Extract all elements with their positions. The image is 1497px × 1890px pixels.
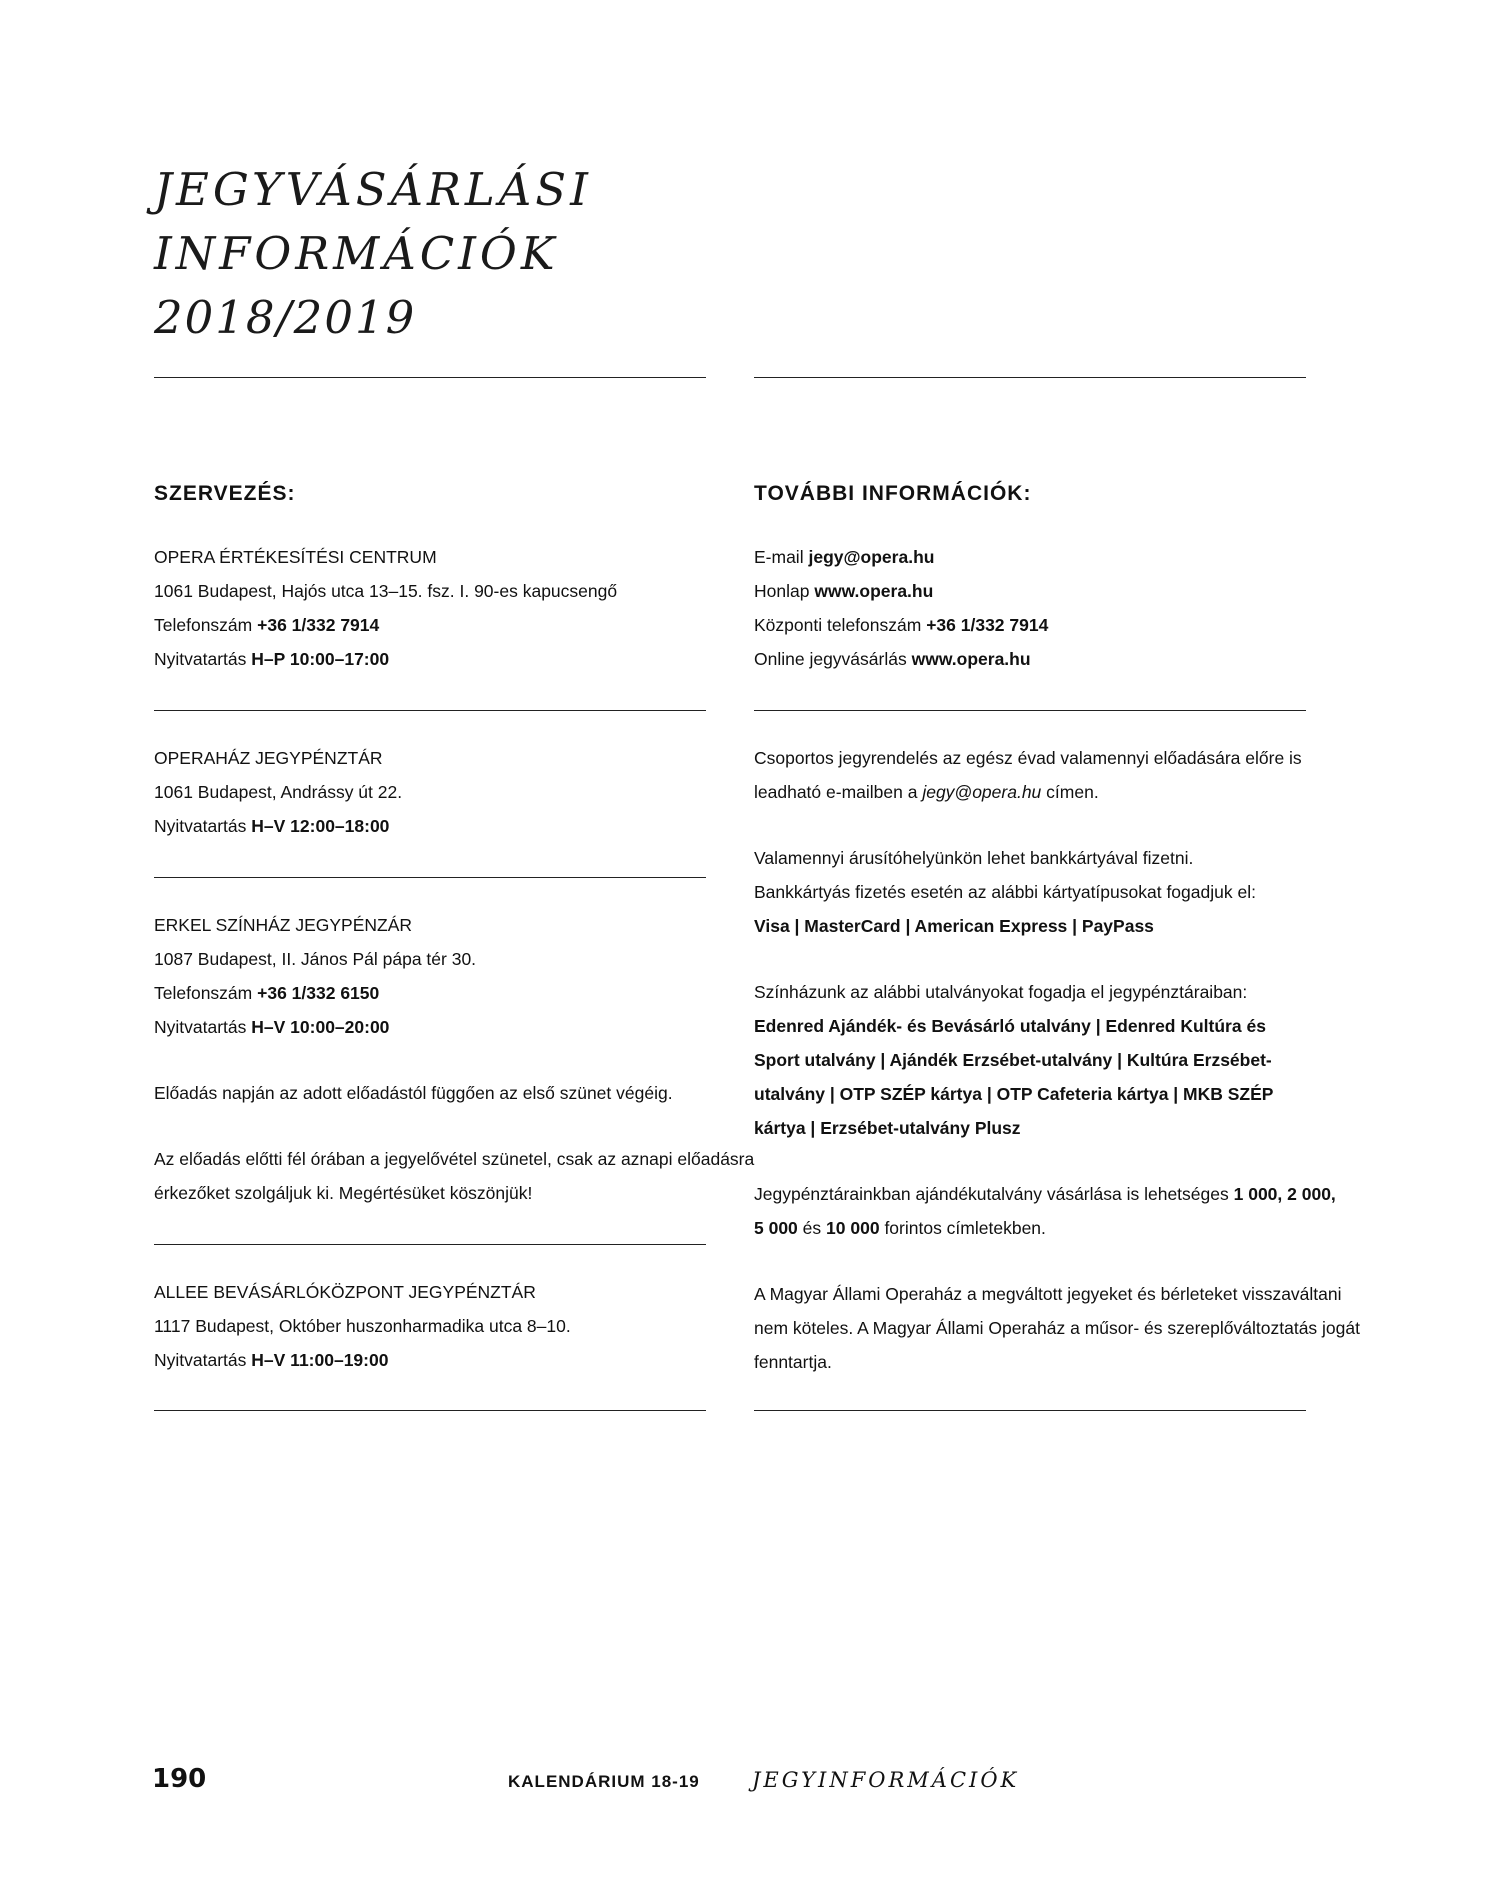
section-heading-tovabbi: TOVÁBBI INFORMÁCIÓK: <box>754 482 1032 505</box>
title-line-1: JEGYVÁSÁRLÁSI <box>154 163 592 216</box>
section-heading-szervezes: SZERVEZÉS: <box>154 482 296 505</box>
venue-name: ALLEE BEVÁSÁRLÓKÖZPONT JEGYPÉNZTÁR <box>154 1282 536 1302</box>
divider <box>154 1244 706 1245</box>
email-link[interactable]: jegy@opera.hu <box>808 547 935 567</box>
venue-hours: Nyitvatartás H–V 11:00–19:00 <box>154 1350 389 1370</box>
venue-name: OPERAHÁZ JEGYPÉNZTÁR <box>154 748 383 768</box>
divider <box>154 1410 706 1411</box>
venue-hours: Nyitvatartás H–P 10:00–17:00 <box>154 649 390 669</box>
vouchers-line-1: Edenred Ajándék- és Bevásárló utalvány | Edenred Kultúra és <box>754 1016 1266 1036</box>
venue-phone: Telefonszám +36 1/332 7914 <box>154 615 380 635</box>
title-line-2: INFORMÁCIÓK <box>154 227 559 280</box>
website-link[interactable]: www.opera.hu <box>814 581 934 601</box>
venue-name: ERKEL SZÍNHÁZ JEGYPÉNZÁR <box>154 915 413 935</box>
refund-line-3: fenntartja. <box>754 1352 832 1372</box>
cards-line-1: Valamennyi árusítóhelyünkön lehet bankkártyával fizetni. <box>754 848 1194 868</box>
gift-line-1: Jegypénztárainkban ajándékutalvány vásárlása is lehetséges 1 000, 2 000, <box>754 1184 1336 1204</box>
erkel-note-2-line-2: érkezőket szolgáljuk ki. Megértésüket köszönjük! <box>154 1183 533 1203</box>
section-name: JEGYINFORMÁCIÓK <box>752 1768 1020 1792</box>
venue-name: OPERA ÉRTÉKESÍTÉSI CENTRUM <box>154 547 437 567</box>
divider <box>754 377 1306 378</box>
vouchers-line-3: utalvány | OTP SZÉP kártya | OTP Cafeteria kártya | MKB SZÉP <box>754 1084 1274 1104</box>
venue-address: 1061 Budapest, Andrássy út 22. <box>154 782 403 802</box>
group-email-link[interactable]: jegy@opera.hu <box>922 782 1042 802</box>
contact-block <box>754 540 1306 676</box>
venue-hours: Nyitvatartás H–V 10:00–20:00 <box>154 1017 390 1037</box>
operahaz-block <box>154 741 706 843</box>
venue-address: 1061 Budapest, Hajós utca 13–15. fsz. I. 90-es kapucsengő <box>154 581 618 601</box>
vouchers-intro: Színházunk az alábbi utalványokat fogadja el jegypénztáraiban: <box>754 982 1248 1002</box>
group-order-block <box>754 741 1360 1379</box>
page-title <box>154 158 592 350</box>
erkel-note-1: Előadás napján az adott előadástól függően az első szünet végéig. <box>154 1083 673 1103</box>
group-line-1: Csoportos jegyrendelés az egész évad valamennyi előadására előre is <box>754 748 1302 768</box>
opera-centrum-block <box>154 540 706 676</box>
venue-hours: Nyitvatartás H–V 12:00–18:00 <box>154 816 390 836</box>
divider <box>154 877 706 878</box>
online-line: Online jegyvásárlás www.opera.hu <box>754 649 1031 669</box>
vouchers-line-4: kártya | Erzsébet-utalvány Plusz <box>754 1118 1021 1138</box>
refund-line-2: nem köteles. A Magyar Állami Operaház a műsor- és szereplőváltoztatás jogát <box>754 1318 1360 1338</box>
venue-address: 1117 Budapest, Október huszonharmadika utca 8–10. <box>154 1316 571 1336</box>
allee-block <box>154 1275 706 1377</box>
group-line-2: leadható e-mailben a jegy@opera.hu címen. <box>754 782 1099 802</box>
venue-phone: Telefonszám +36 1/332 6150 <box>154 983 380 1003</box>
title-line-3: 2018/2019 <box>154 291 417 344</box>
divider <box>154 377 706 378</box>
online-shop-link[interactable]: www.opera.hu <box>911 649 1031 669</box>
erkel-block <box>154 908 755 1210</box>
publication-name: KALENDÁRIUM 18-19 <box>508 1772 700 1791</box>
email-line: E-mail jegy@opera.hu <box>754 547 935 567</box>
venue-address: 1087 Budapest, II. János Pál pápa tér 30. <box>154 949 477 969</box>
refund-line-1: A Magyar Állami Operaház a megváltott jegyeket és bérleteket visszaváltani <box>754 1284 1342 1304</box>
divider <box>154 710 706 711</box>
cards-line-2: Bankkártyás fizetés esetén az alábbi kártyatípusokat fogadjuk el: <box>754 882 1256 902</box>
gift-line-2: 5 000 és 10 000 forintos címletekben. <box>754 1218 1046 1238</box>
divider <box>754 1410 1306 1411</box>
erkel-note-2-line-1: Az előadás előtti fél órában a jegyelővétel szünetel, csak az aznapi előadásra <box>154 1149 755 1169</box>
divider <box>754 710 1306 711</box>
vouchers-line-2: Sport utalvány | Ajándék Erzsébet-utalvány | Kultúra Erzsébet- <box>754 1050 1272 1070</box>
card-types: Visa | MasterCard | American Express | PayPass <box>754 916 1154 936</box>
web-line: Honlap www.opera.hu <box>754 581 934 601</box>
page-number: 190 <box>152 1764 207 1794</box>
phone-line: Központi telefonszám +36 1/332 7914 <box>754 615 1049 635</box>
